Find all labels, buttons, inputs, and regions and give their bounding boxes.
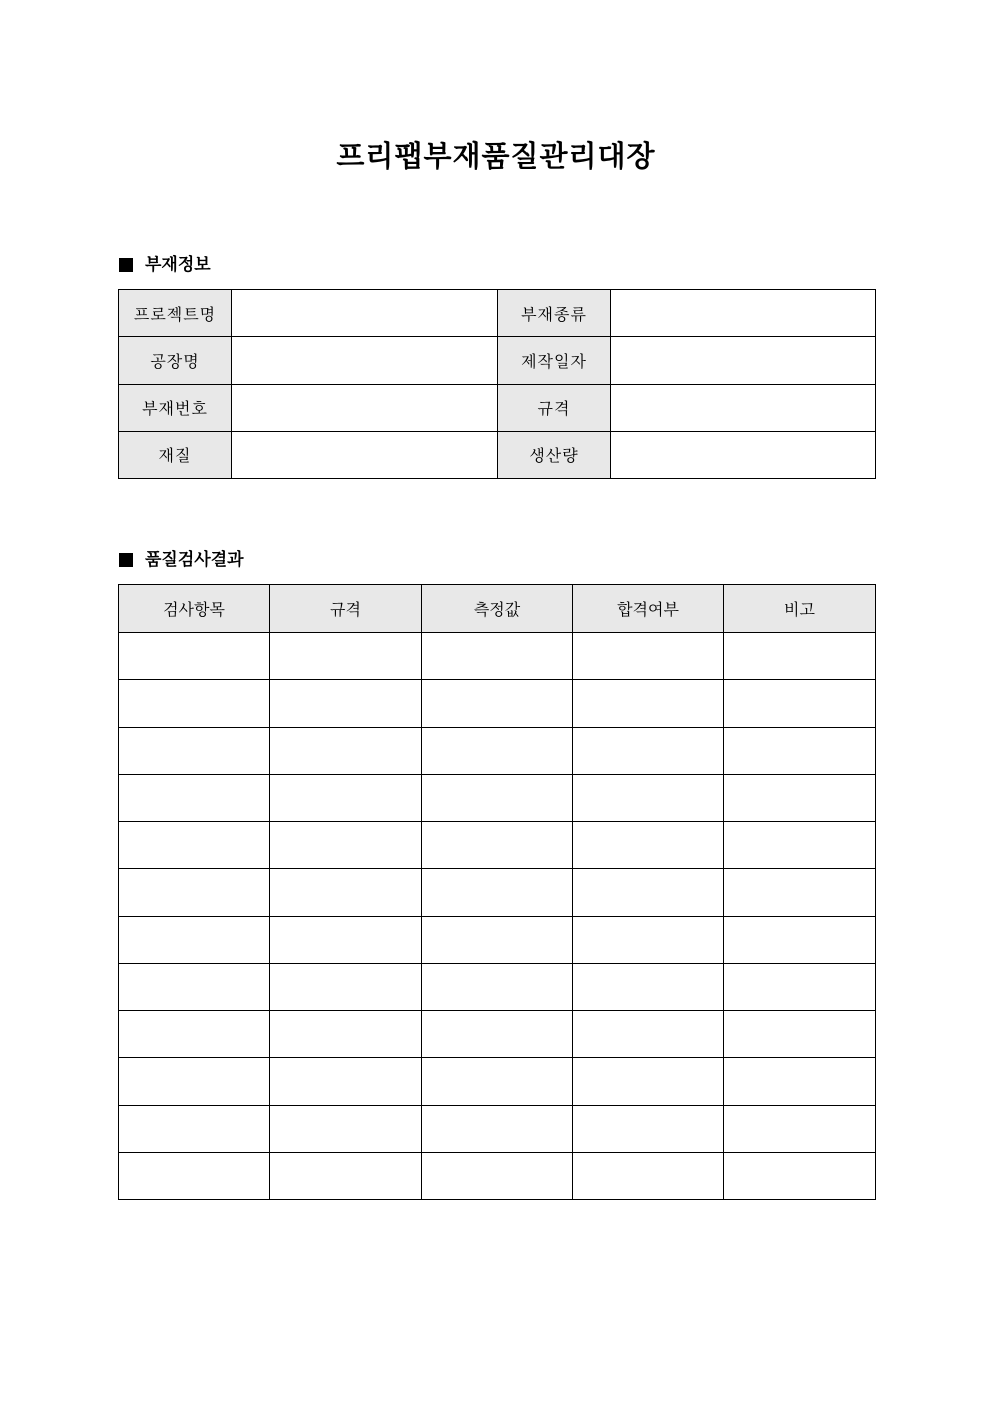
table-cell-input[interactable]: [270, 869, 422, 916]
field-value-input[interactable]: [611, 290, 876, 337]
table-cell-input[interactable]: [724, 869, 876, 916]
column-header: 합격여부: [573, 585, 724, 633]
table-cell-input[interactable]: [422, 916, 573, 963]
table-cell-input[interactable]: [724, 680, 876, 727]
table-cell-input[interactable]: [724, 1152, 876, 1199]
field-label: 제작일자: [498, 337, 611, 384]
info-row: [119, 337, 876, 384]
table-cell-input[interactable]: [119, 727, 270, 774]
table-row: [119, 963, 876, 1010]
table-row: [119, 774, 876, 821]
table-cell-input[interactable]: [422, 963, 573, 1010]
section-heading-label: 품질검사결과: [145, 550, 244, 570]
table-cell-input[interactable]: [270, 963, 422, 1010]
table-cell-input[interactable]: [270, 633, 422, 680]
table-cell-input[interactable]: [119, 1105, 270, 1152]
table-cell-input[interactable]: [573, 633, 724, 680]
table-cell-input[interactable]: [422, 727, 573, 774]
table-cell-input[interactable]: [119, 774, 270, 821]
info-row: [119, 290, 876, 337]
field-value-input[interactable]: [232, 384, 498, 431]
table-row: [119, 1011, 876, 1058]
table-cell-input[interactable]: [270, 822, 422, 869]
table-cell-input[interactable]: [573, 1058, 724, 1105]
table-row: [119, 869, 876, 916]
column-header: 검사항목: [119, 585, 270, 633]
section-heading-label: 부재정보: [145, 255, 211, 275]
square-bullet-icon: [119, 553, 133, 567]
field-value-input[interactable]: [232, 290, 498, 337]
table-cell-input[interactable]: [573, 822, 724, 869]
field-label: 공장명: [119, 337, 232, 384]
field-label: 프로젝트명: [119, 290, 232, 337]
table-row: [119, 822, 876, 869]
table-cell-input[interactable]: [270, 1058, 422, 1105]
table-cell-input[interactable]: [119, 916, 270, 963]
table-cell-input[interactable]: [422, 822, 573, 869]
table-cell-input[interactable]: [724, 916, 876, 963]
table-cell-input[interactable]: [422, 680, 573, 727]
table-row: [119, 1105, 876, 1152]
table-cell-input[interactable]: [270, 680, 422, 727]
table-row: [119, 1058, 876, 1105]
table-cell-input[interactable]: [573, 1011, 724, 1058]
table-cell-input[interactable]: [270, 1105, 422, 1152]
column-header: 규격: [270, 585, 422, 633]
field-value-input[interactable]: [611, 337, 876, 384]
table-cell-input[interactable]: [573, 680, 724, 727]
table-cell-input[interactable]: [573, 869, 724, 916]
table-cell-input[interactable]: [422, 774, 573, 821]
info-row: [119, 431, 876, 478]
table-cell-input[interactable]: [119, 1058, 270, 1105]
table-cell-input[interactable]: [573, 774, 724, 821]
table-cell-input[interactable]: [573, 1152, 724, 1199]
table-cell-input[interactable]: [573, 727, 724, 774]
table-cell-input[interactable]: [119, 633, 270, 680]
table-row: [119, 727, 876, 774]
field-value-input[interactable]: [232, 337, 498, 384]
table-header-row: [119, 585, 876, 633]
table-cell-input[interactable]: [573, 1105, 724, 1152]
table-cell-input[interactable]: [119, 869, 270, 916]
column-header: 측정값: [422, 585, 573, 633]
field-label: 생산량: [498, 431, 611, 478]
field-value-input[interactable]: [611, 384, 876, 431]
table-row: [119, 680, 876, 727]
field-label: 재질: [119, 431, 232, 478]
inspection-result-table: [118, 584, 876, 1200]
table-cell-input[interactable]: [724, 1058, 876, 1105]
table-cell-input[interactable]: [724, 1011, 876, 1058]
table-row: [119, 1152, 876, 1199]
column-header: 비고: [724, 585, 876, 633]
table-cell-input[interactable]: [270, 774, 422, 821]
table-cell-input[interactable]: [422, 1058, 573, 1105]
table-row: [119, 633, 876, 680]
table-cell-input[interactable]: [724, 963, 876, 1010]
section-heading-inspection: [119, 548, 244, 572]
field-label: 부재번호: [119, 384, 232, 431]
field-label: 부재종류: [498, 290, 611, 337]
table-cell-input[interactable]: [422, 1152, 573, 1199]
table-cell-input[interactable]: [270, 916, 422, 963]
table-cell-input[interactable]: [724, 727, 876, 774]
table-cell-input[interactable]: [422, 633, 573, 680]
table-cell-input[interactable]: [573, 963, 724, 1010]
table-cell-input[interactable]: [422, 1105, 573, 1152]
table-cell-input[interactable]: [724, 774, 876, 821]
field-value-input[interactable]: [232, 431, 498, 478]
table-cell-input[interactable]: [119, 963, 270, 1010]
table-cell-input[interactable]: [422, 1011, 573, 1058]
square-bullet-icon: [119, 258, 133, 272]
table-cell-input[interactable]: [724, 1105, 876, 1152]
table-cell-input[interactable]: [119, 680, 270, 727]
table-cell-input[interactable]: [724, 633, 876, 680]
table-cell-input[interactable]: [422, 869, 573, 916]
member-info-table: [118, 289, 876, 479]
table-cell-input[interactable]: [270, 1152, 422, 1199]
table-cell-input[interactable]: [119, 1011, 270, 1058]
document-title: 프리팹부재품질관리대장: [336, 139, 656, 173]
field-value-input[interactable]: [611, 431, 876, 478]
section-heading-member-info: [119, 253, 211, 277]
table-row: [119, 916, 876, 963]
table-cell-input[interactable]: [119, 1152, 270, 1199]
table-cell-input[interactable]: [573, 916, 724, 963]
field-label: 규격: [498, 384, 611, 431]
table-cell-input[interactable]: [724, 822, 876, 869]
table-cell-input[interactable]: [119, 822, 270, 869]
table-cell-input[interactable]: [270, 727, 422, 774]
table-cell-input[interactable]: [270, 1011, 422, 1058]
info-row: [119, 384, 876, 431]
